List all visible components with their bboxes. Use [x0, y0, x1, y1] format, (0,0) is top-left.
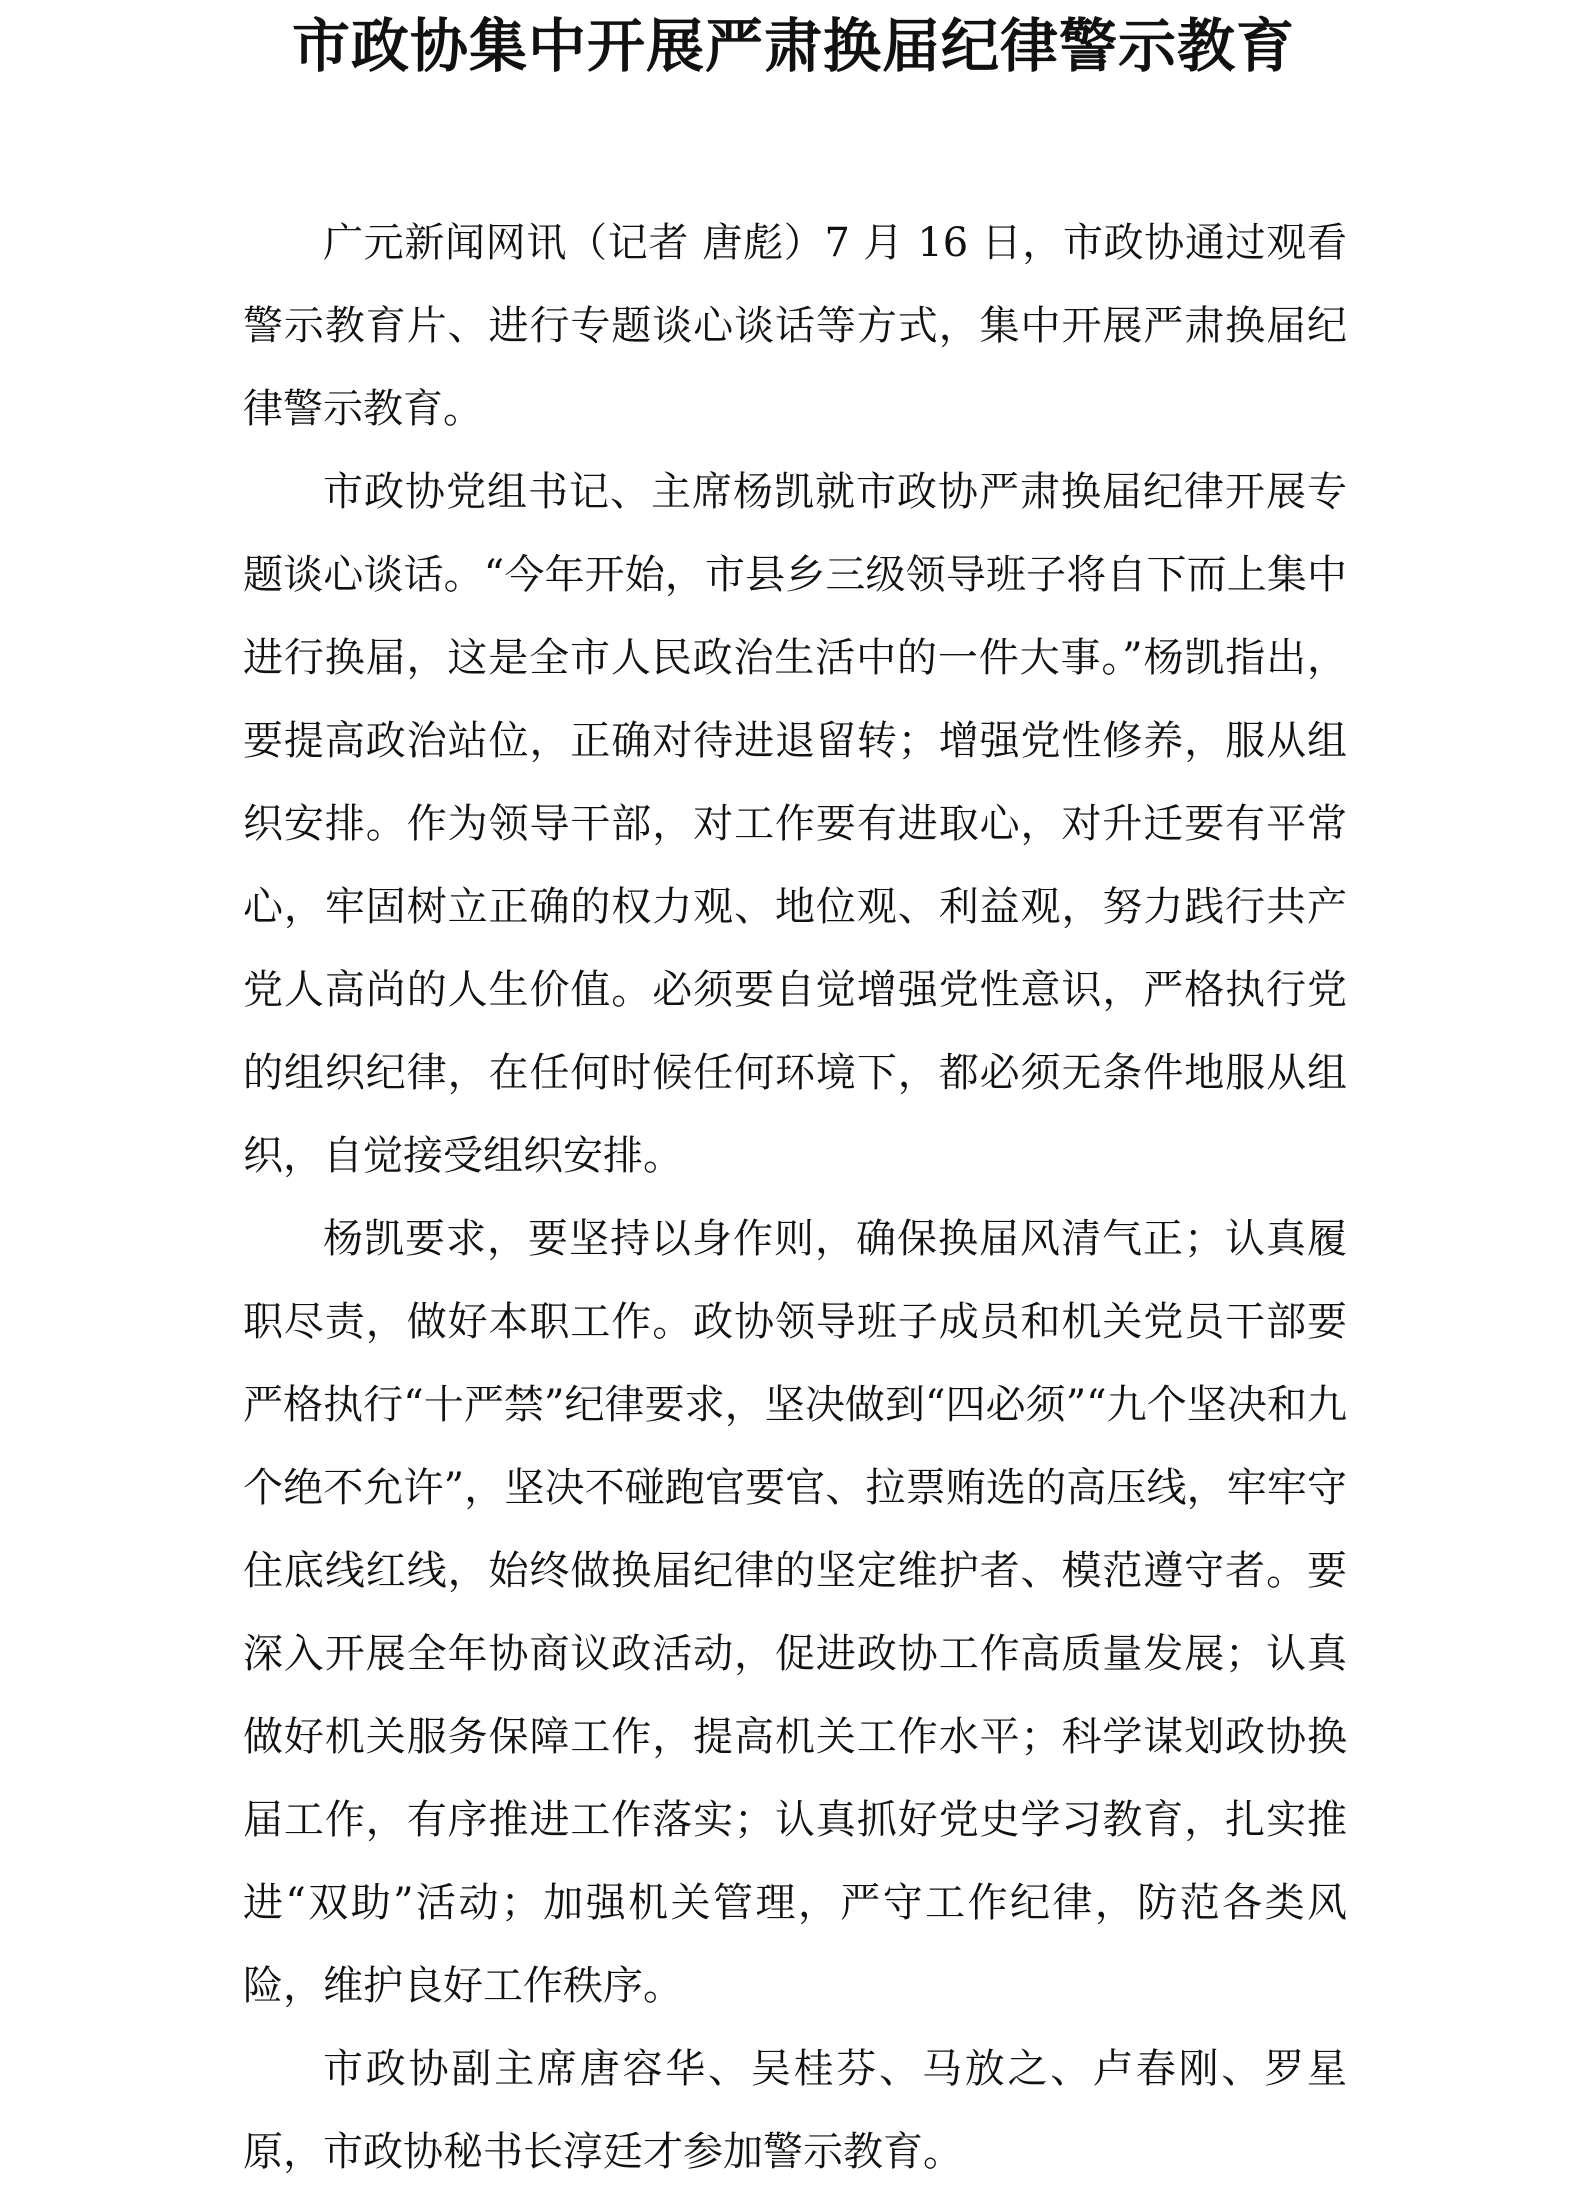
paragraph-3: 杨凯要求，要坚持以身作则，确保换届风清气正；认真履职尽责，做好本职工作。政协领导班子成员和机关党员干部要严格执行“十严禁”纪律要求，坚决做到“四必须”“九个坚决和九个绝不允许”，坚决不碰跑官要官、拉票贿选的高压线，牢牢守住底线红线，始终做换届纪律的坚定维护者、模范遵守者。要深入开展全年协商议政活动，促进政协工作高质量发展；认真做好机关服务保障工作，提高机关工作水平；科学谋划政协换届工作，有序推进工作落实；认真抓好党史学习教育，扎实推进“双助”活动；加强机关管理，严守工作纪律，防范各类风险，维护良好工作秩序。 — [243, 1216, 1347, 2009]
paragraph-4: 市政协副主席唐容华、吴桂芬、马放之、卢春刚、罗星原，市政协秘书长淳廷才参加警示教育。 — [243, 2046, 1347, 2175]
paragraph-2: 市政协党组书记、主席杨凯就市政协严肃换届纪律开展专题谈心谈话。“今年开始，市县乡三级领导班子将自下而上集中进行换届，这是全市人民政治生活中的一件大事。”杨凯指出，要提高政治站位，正确对待进退留转；增强党性修养，服从组织安排。作为领导干部，对工作要有进取心，对升迁要有平常心，牢固树立正确的权力观、地位观、利益观，努力践行共产党人高尚的人生价值。必须要自觉增强党性意识，严格执行党的组织纪律，在任何时候任何环境下，都必须无条件地服从组织，自觉接受组织安排。 — [243, 469, 1347, 1179]
document-title: 市政协集中开展严肃换届纪律警示教育 — [291, 12, 1295, 80]
paragraph-1: 广元新闻网讯（记者 唐彪）7 月 16 日，市政协通过观看警示教育片、进行专题谈心谈话等方式，集中开展严肃换届纪律警示教育。 — [243, 220, 1347, 432]
document-body — [243, 202, 1347, 2194]
